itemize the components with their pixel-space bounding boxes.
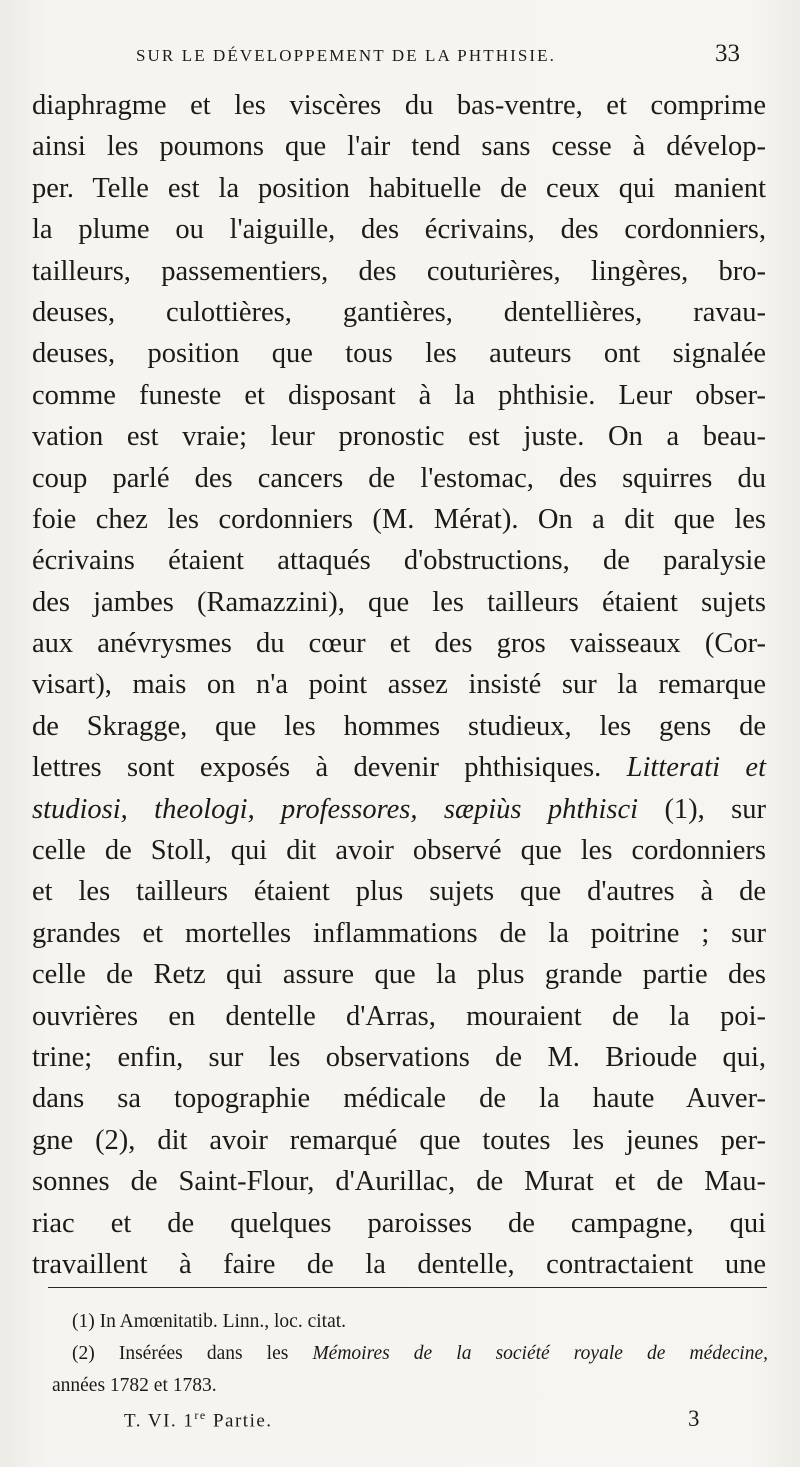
- text-line: trine; enfin, sur les observations de M. Brioude qui,: [32, 1041, 766, 1073]
- signature-line: [0, 1408, 800, 1438]
- text-segment: lettres sont exposés à devenir phthisiques.: [32, 752, 627, 784]
- text-line: écrivains étaient attaqués d'obstructions, de paralysie: [32, 545, 766, 577]
- text-line: deuses, position que tous les auteurs ont signalée: [32, 338, 766, 370]
- text-line: gne (2), dit avoir remarqué que toutes les jeunes per-: [32, 1124, 766, 1156]
- footnote-text: (2) Insérées dans les: [72, 1343, 313, 1364]
- text-line: dans sa topographie médicale de la haute Auver-: [32, 1083, 766, 1115]
- footnotes: [48, 1306, 768, 1402]
- latin-quote: Litterati et: [626, 752, 767, 784]
- text-line: aux anévrysmes du cœur et des gros vaisseaux (Cor-: [32, 628, 766, 660]
- text-line: foie chez les cordonniers (M. Mérat). On a dit que les: [32, 503, 766, 535]
- text-line: tailleurs, passementiers, des couturières, lingères, bro-: [32, 255, 766, 287]
- running-head: [0, 38, 800, 72]
- text-line: vation est vraie; leur pronostic est juste. On a beau-: [32, 421, 766, 453]
- text-line: visart), mais on n'a point assez insisté sur la remarque: [32, 669, 766, 701]
- text-line: sonnes de Saint-Flour, d'Aurillac, de Murat et de Mau-: [32, 1166, 766, 1198]
- footnote-2-continued: années 1782 et 1783.: [52, 1375, 217, 1396]
- text-line: grandes et mortelles inflammations de la poitrine ; sur: [32, 917, 766, 949]
- volume-part-label: T. VI. 1re Partie.: [124, 1408, 273, 1432]
- text-line: per. Telle est la position habituelle de ceux qui manient: [32, 172, 766, 204]
- text-line: deuses, culottières, gantières, dentellières, ravau-: [32, 296, 766, 328]
- text-line-quote-end: [32, 789, 766, 830]
- text-line: ainsi les poumons que l'air tend sans cesse à dévelop-: [32, 131, 766, 163]
- text-line: travaillent à faire de la dentelle, contractaient une: [32, 1248, 766, 1280]
- text-line: coup parlé des cancers de l'estomac, des squirres du: [32, 462, 766, 494]
- footnote-2: [48, 1338, 768, 1370]
- page-number: 33: [715, 40, 740, 67]
- latin-quote: studiosi, theologi, professores, sæpiùs phthisci: [32, 793, 639, 825]
- signature-mark: 3: [688, 1406, 700, 1431]
- text-line: comme funeste et disposant à la phthisie. Leur obser-: [32, 379, 766, 411]
- text-line: diaphragme et les viscères du bas-ventre, et comprime: [32, 90, 766, 121]
- text-line: celle de Stoll, qui dit avoir observé que les cordonniers: [32, 835, 766, 867]
- text-line: et les tailleurs étaient plus sujets que d'autres à de: [32, 876, 766, 908]
- text-line-quote-start: [32, 747, 766, 788]
- footnote-rule: [48, 1287, 767, 1288]
- text-line: riac et de quelques paroisses de campagne, qui: [32, 1207, 766, 1239]
- body-text: [32, 85, 766, 1285]
- footnote-1: (1) In Amœnitatib. Linn., loc. citat.: [72, 1311, 347, 1332]
- text-line: celle de Retz qui assure que la plus grande partie des: [32, 959, 766, 991]
- text-segment: (1), sur: [638, 793, 766, 825]
- footnote-title: Mémoires de la société royale de médecine,: [312, 1343, 768, 1364]
- running-title: SUR LE DÉVELOPPEMENT DE LA PHTHISIE.: [136, 46, 557, 65]
- text-line: ouvrières en dentelle d'Arras, mouraient de la poi-: [32, 1000, 766, 1032]
- text-line: de Skragge, que les hommes studieux, les gens de: [32, 710, 766, 742]
- text-line: la plume ou l'aiguille, des écrivains, des cordonniers,: [32, 214, 766, 246]
- text-line: des jambes (Ramazzini), que les tailleurs étaient sujets: [32, 586, 766, 618]
